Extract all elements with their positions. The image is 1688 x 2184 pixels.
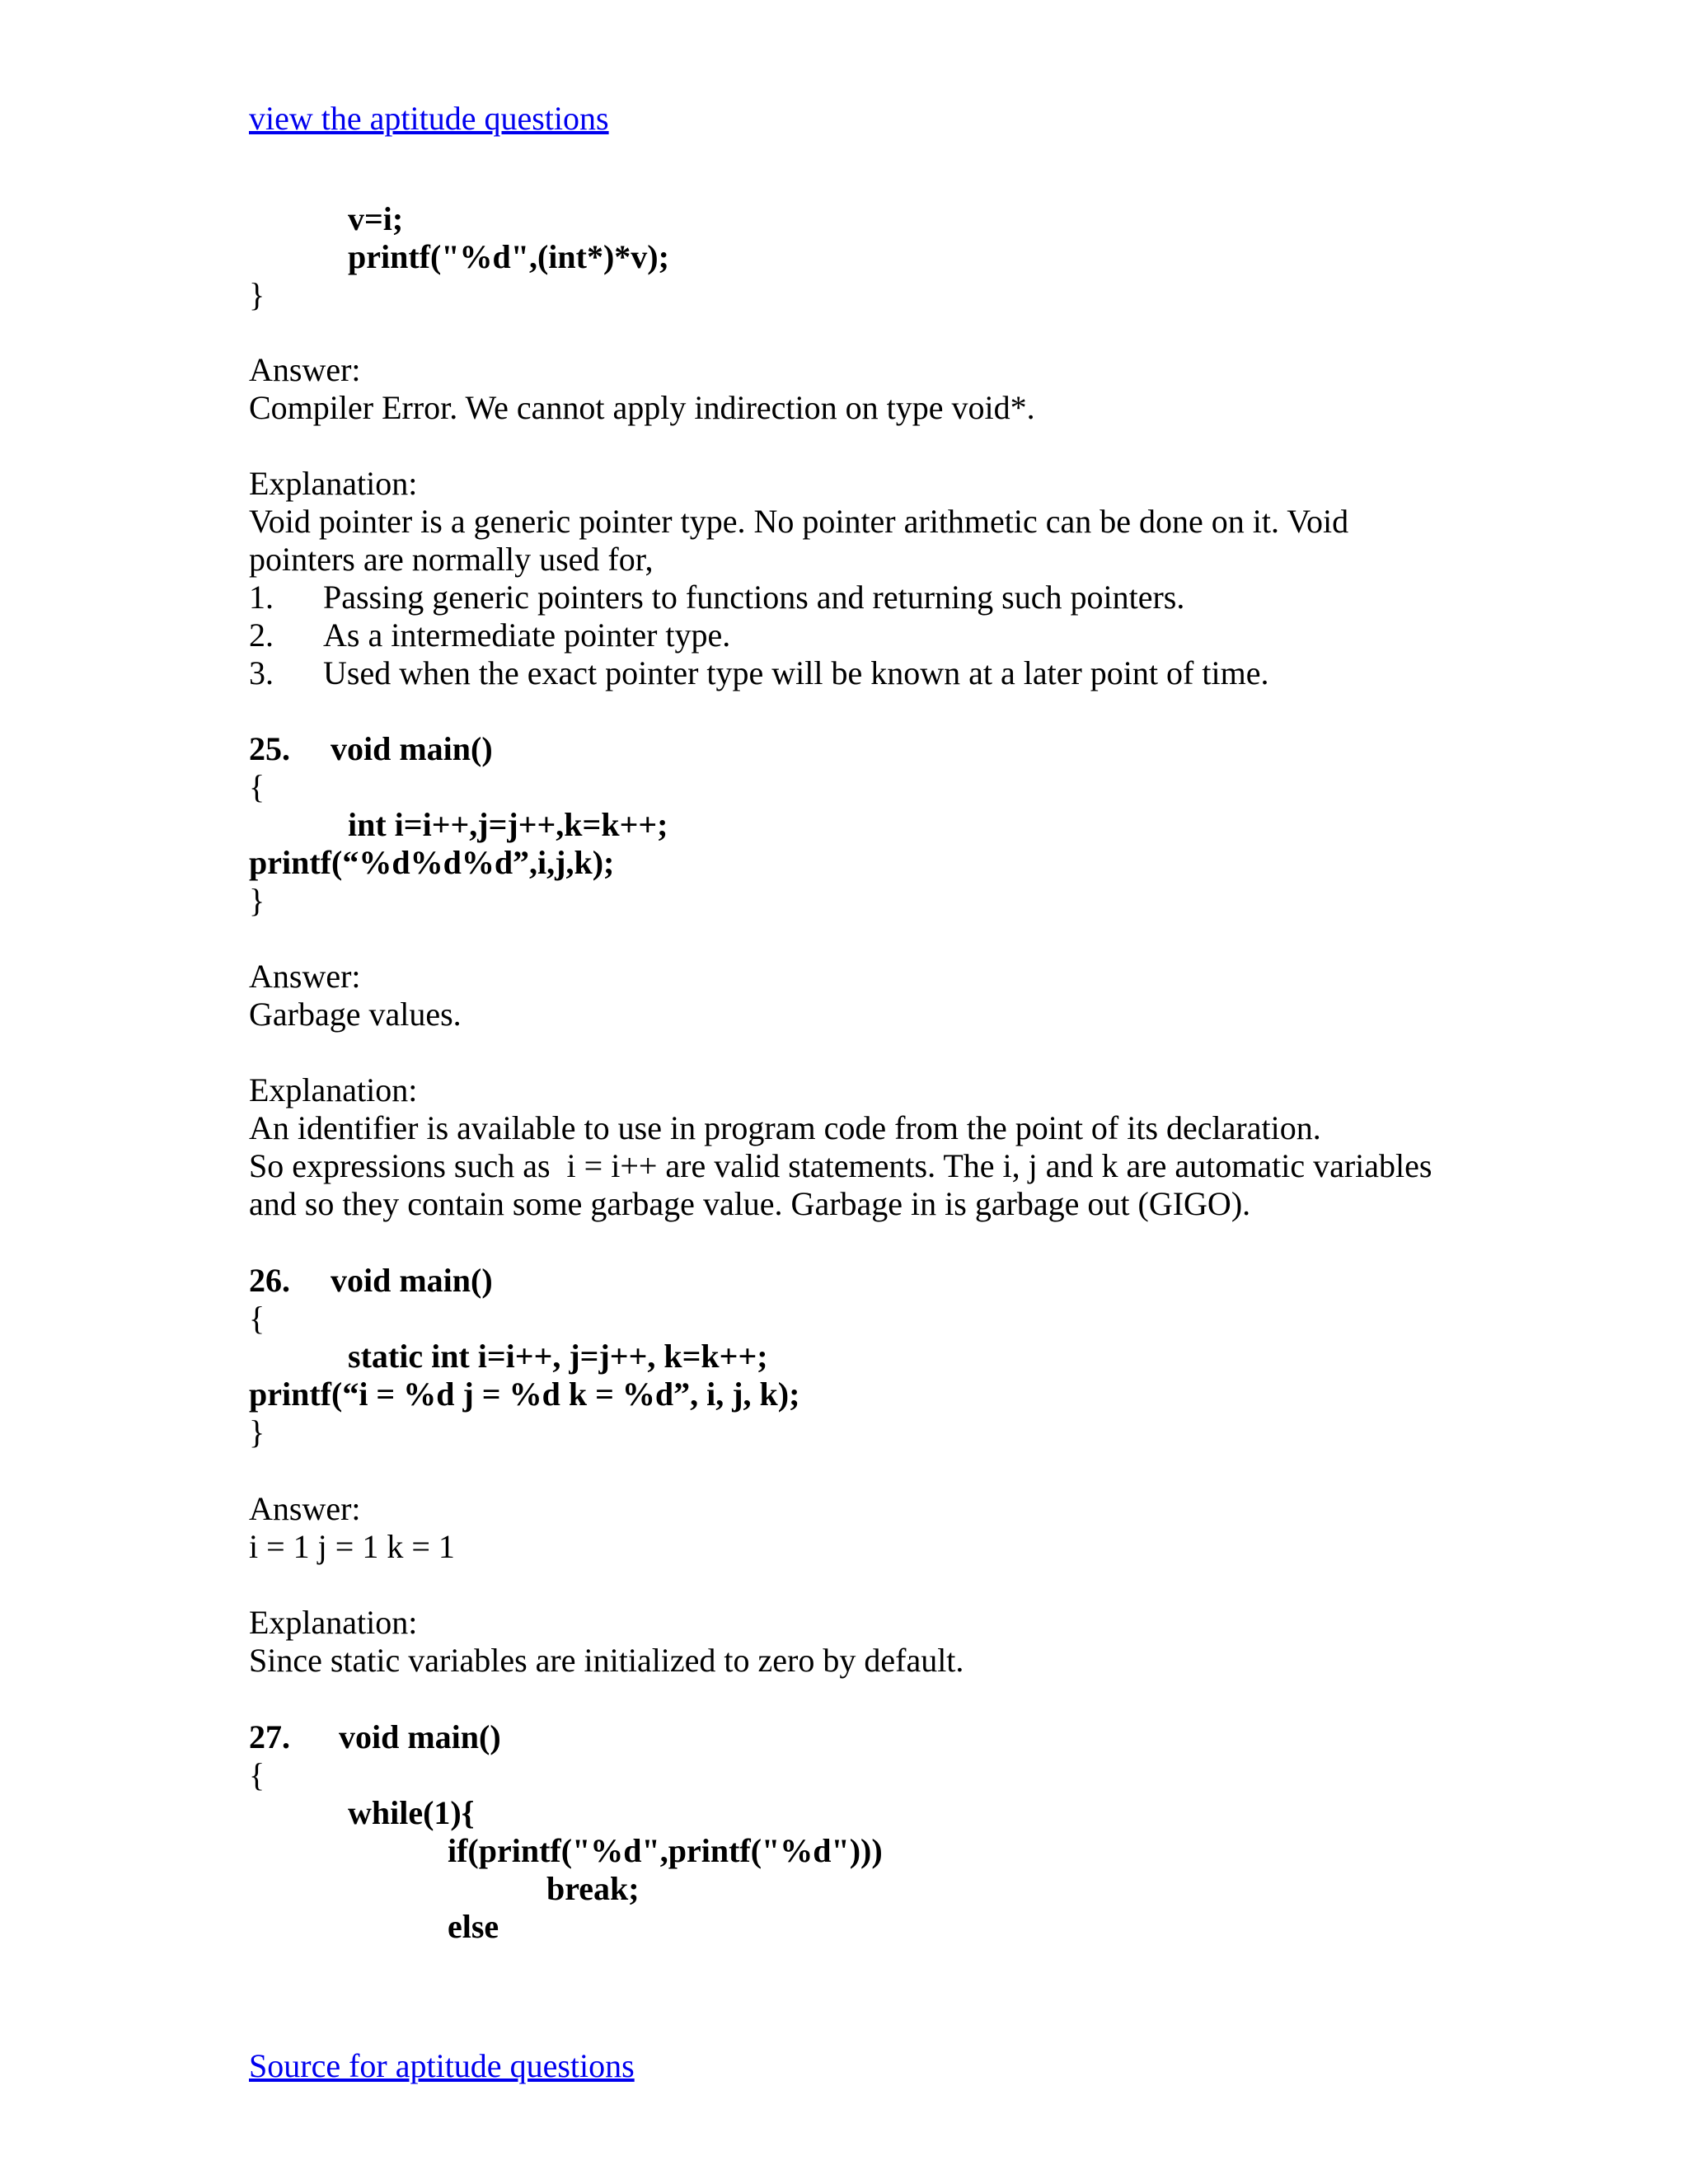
code-line: static int i=i++, j=j++, k=k++;: [348, 1338, 768, 1375]
question-number: 26.: [249, 1262, 290, 1299]
question-number: 25.: [249, 730, 290, 767]
list-item-text: As a intermediate pointer type.: [323, 616, 731, 654]
code-line: else: [448, 1908, 499, 1945]
list-item-text: Used when the exact pointer type will be known at a later point of time.: [323, 654, 1269, 691]
code-line: printf("%d",(int*)*v);: [348, 238, 669, 275]
list-item-number: 1.: [249, 579, 274, 616]
code-line: printf(“%d%d%d”,i,j,k);: [249, 844, 615, 881]
explanation-label: Explanation:: [249, 465, 418, 502]
answer-text: i = 1 j = 1 k = 1: [249, 1528, 455, 1565]
question-title: void main(): [331, 730, 493, 767]
code-line: v=i;: [348, 200, 404, 237]
question-title: void main(): [331, 1262, 493, 1299]
code-line: while(1){: [348, 1794, 475, 1831]
code-line: break;: [546, 1870, 640, 1907]
view-aptitude-questions-link[interactable]: view the aptitude questions: [249, 100, 609, 137]
explanation-text: Void pointer is a generic pointer type. No pointer arithmetic can be done on it. Void: [249, 503, 1349, 540]
answer-text: Garbage values.: [249, 996, 462, 1033]
source-aptitude-questions-link[interactable]: Source for aptitude questions: [249, 2047, 635, 2084]
answer-label: Answer:: [249, 1490, 361, 1527]
code-line: if(printf("%d",printf("%d"))): [448, 1832, 883, 1869]
explanation-text: So expressions such as i = i++ are valid statements. The i, j and k are automatic variables: [249, 1147, 1432, 1184]
code-closing-brace: }: [249, 882, 265, 919]
explanation-text: and so they contain some garbage value. Garbage in is garbage out (GIGO).: [249, 1185, 1251, 1222]
code-line: int i=i++,j=j++,k=k++;: [348, 806, 668, 843]
code-opening-brace: {: [249, 768, 265, 805]
list-item-text: Passing generic pointers to functions and returning such pointers.: [323, 579, 1185, 616]
explanation-text: An identifier is available to use in program code from the point of its declaration.: [249, 1109, 1321, 1146]
code-closing-brace: }: [249, 276, 265, 313]
explanation-label: Explanation:: [249, 1071, 418, 1108]
question-title: void main(): [339, 1718, 501, 1755]
list-item-number: 3.: [249, 654, 274, 691]
code-line: printf(“i = %d j = %d k = %d”, i, j, k);: [249, 1376, 800, 1413]
explanation-text: pointers are normally used for,: [249, 541, 654, 578]
answer-label: Answer:: [249, 958, 361, 995]
answer-text: Compiler Error. We cannot apply indirection on type void*.: [249, 389, 1035, 426]
code-closing-brace: }: [249, 1413, 265, 1451]
list-item-number: 2.: [249, 616, 274, 654]
question-number: 27.: [249, 1718, 290, 1755]
code-opening-brace: {: [249, 1756, 265, 1793]
code-opening-brace: {: [249, 1300, 265, 1337]
explanation-label: Explanation:: [249, 1604, 418, 1641]
explanation-text: Since static variables are initialized to zero by default.: [249, 1642, 964, 1679]
answer-label: Answer:: [249, 351, 361, 388]
